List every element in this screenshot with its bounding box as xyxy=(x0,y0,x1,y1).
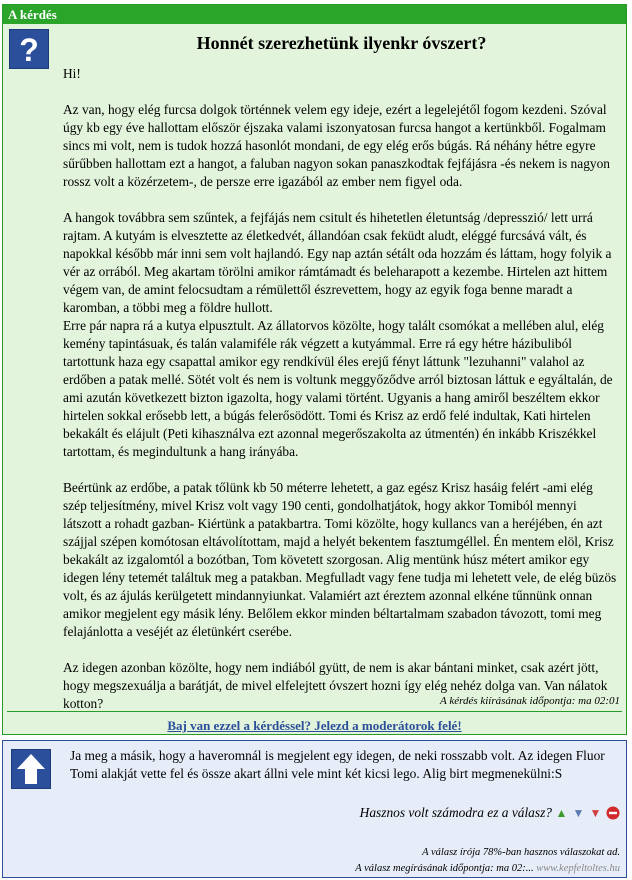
answer-text: Ja meg a másik, hogy a haveromnál is megjelent egy idegen, de neki rosszabb volt. Az idegen Fluor Tomi alakját vette fel és össze akart állni vele mint két kicsi lego. Alig birt megmenekülni:S xyxy=(70,748,605,781)
answer-box xyxy=(2,740,627,878)
author-stat: A válasz írója 78%-ban hasznos válaszokat ad. xyxy=(422,847,620,858)
thumbs-down-red-icon[interactable]: ▼ xyxy=(589,805,602,820)
up-arrow-icon xyxy=(11,749,51,789)
report-link[interactable]: Baj van ezzel a kérdéssel? Jelezd a moderátorok felé! xyxy=(167,718,462,733)
watermark: www.kepfeltoltes.hu xyxy=(536,863,620,874)
question-paragraph: Erre pár napra rá a kutya elpusztult. Az állatorvos közölte, hogy talált csomókat a mellében alul, elég kemény tapintásuak, és talán valamiféle rák végzett a kutyámmal. Erre rá egy hétre házibuliból tartottunk haza egy csapattal amikor egy rendkívül éles erejű fényt láttunk "lezuhanni" valahol az erdőben a patak mellé. Sötét volt és nem is voltunk meggyőződve arról biztosan láttuk e egyáltalán, de ami azután következett bizton igazolta, hogy valami történt. Ugyanis a hang amiről beszéltem ekkor hirtelen sokkal erősebb lett, a búgás felerősödött. Tomi és Krisz az erdő felé indultak, Kati hirtelen bekakált és elájult (Peti kihasználva ezt azonnal megerőszakolta az útmentén) én inkább Kriszékkel tartottam, és megindultunk a hang irányába. xyxy=(63,318,613,459)
answer-timestamp: A válasz megírásának időpontja: ma 02:... xyxy=(355,863,534,874)
divider xyxy=(7,711,622,712)
thumbs-down-icon[interactable]: ▼ xyxy=(572,805,585,820)
question-title: Honnét szerezhetünk ilyenkr óvszert? xyxy=(196,33,487,53)
svg-text:?: ? xyxy=(19,32,39,68)
question-paragraph: Hi! xyxy=(63,66,81,81)
question-paragraph: A hangok továbbra sem szűntek, a fejfájás nem csitult és hihetetlen életuntság /depresszió/ lett urrá rajtam. A kutyám is elvesztette az életkedvét, állandóan csak feküdt aludt, eléggé furcsává vált, és napokkal később már inni sem volt hajlandó. Egy nap aztán sétált oda hozzám és láttam, hogy folyik a vér az orrából. Meg akartam törölni amikor rámtámadt és beleharapott a kezembe. Hirtelen azt hittem végem van, de amint felocsudtam a rémülettől észrevettem, hogy az egyik foga benne maradt a karomban, a többi meg a földre hullott. xyxy=(63,210,612,315)
useful-vote-row xyxy=(360,805,620,821)
useful-question: Hasznos volt számodra ez a válasz? xyxy=(359,805,552,820)
question-header: A kérdés xyxy=(3,5,626,24)
stop-icon[interactable] xyxy=(605,806,620,821)
question-mark-icon xyxy=(9,29,49,69)
question-timestamp: A kérdés kiírásának időpontja: ma 02:01 xyxy=(440,695,620,707)
question-paragraph: Beértünk az erdőbe, a patak tőlünk kb 50 méterre lehetett, a gaz egész Krisz hasáig felért -ami elég szép teljesítmény, mivel Krisz volt vagy 190 centi, gondolhatjátok, hogy akkor Tomiból mennyi látszott a rohadt gazban- Kiértünk a patakbartra. Tomi közölte, hogy kullancs van a heréjében, én azt szájjal szépen komótosan eltávolítottam, majd a helyét bekentem fasztumgéllel. Én mentem elöl, Krisz bekakált az izgalomtól a bozótban, Tom követett szorgosan. Alig mentünk húsz métert amikor egy idegen lény tetemét találtuk meg a patakban. Megfulladt vagy fene tudja mi lehetett vele, de elég büzös volt, és az ájulás kerülgetett mindannyiunkat. Valamiért azt éreztem azonnal elkéne tűnnünk onnan amikor megjelent egy másik lény. Belőlem ekkor minden béltartalmam szabadon távozott, tomi meg felajánlotta a veséjét az életünkért cserébe. xyxy=(63,480,617,639)
answer-time xyxy=(355,861,620,877)
question-paragraph: Az van, hogy elég furcsa dolgok történnek velem egy ideje, ezért a legelejétől fogom kezdeni. Szóval úgy kb egy éve hallottam először éjszaka valami iszonyatosan furcsa hangot a kertünkből. Fogalmam sincs mi volt, nem is tudok hozzá hasonlót mondani, de egy elég erős búgás. Rá néhány hétre egyre sűrűbben hallottam ezt a hangot, a faluban nagyon sokan panaszkodtak fejfájásra -és nekem is nagyon rossz volt a közérzetem-, de persze erre igazából az ember nem figyel oda. xyxy=(63,102,610,189)
question-box xyxy=(2,4,627,735)
thumbs-up-icon[interactable]: ▲ xyxy=(555,805,568,820)
answer-meta xyxy=(355,845,620,877)
question-paragraph: Az idegen azonban közölte, hogy nem indiából gyütt, de nem is akar bántani minket, csak azért jött, hogy megszexuálja a barátját, de mivel elfelejtett óvszert hozni így elég nehéz dolga van. Van nálatok kotton? xyxy=(63,660,608,711)
question-body xyxy=(63,65,618,731)
